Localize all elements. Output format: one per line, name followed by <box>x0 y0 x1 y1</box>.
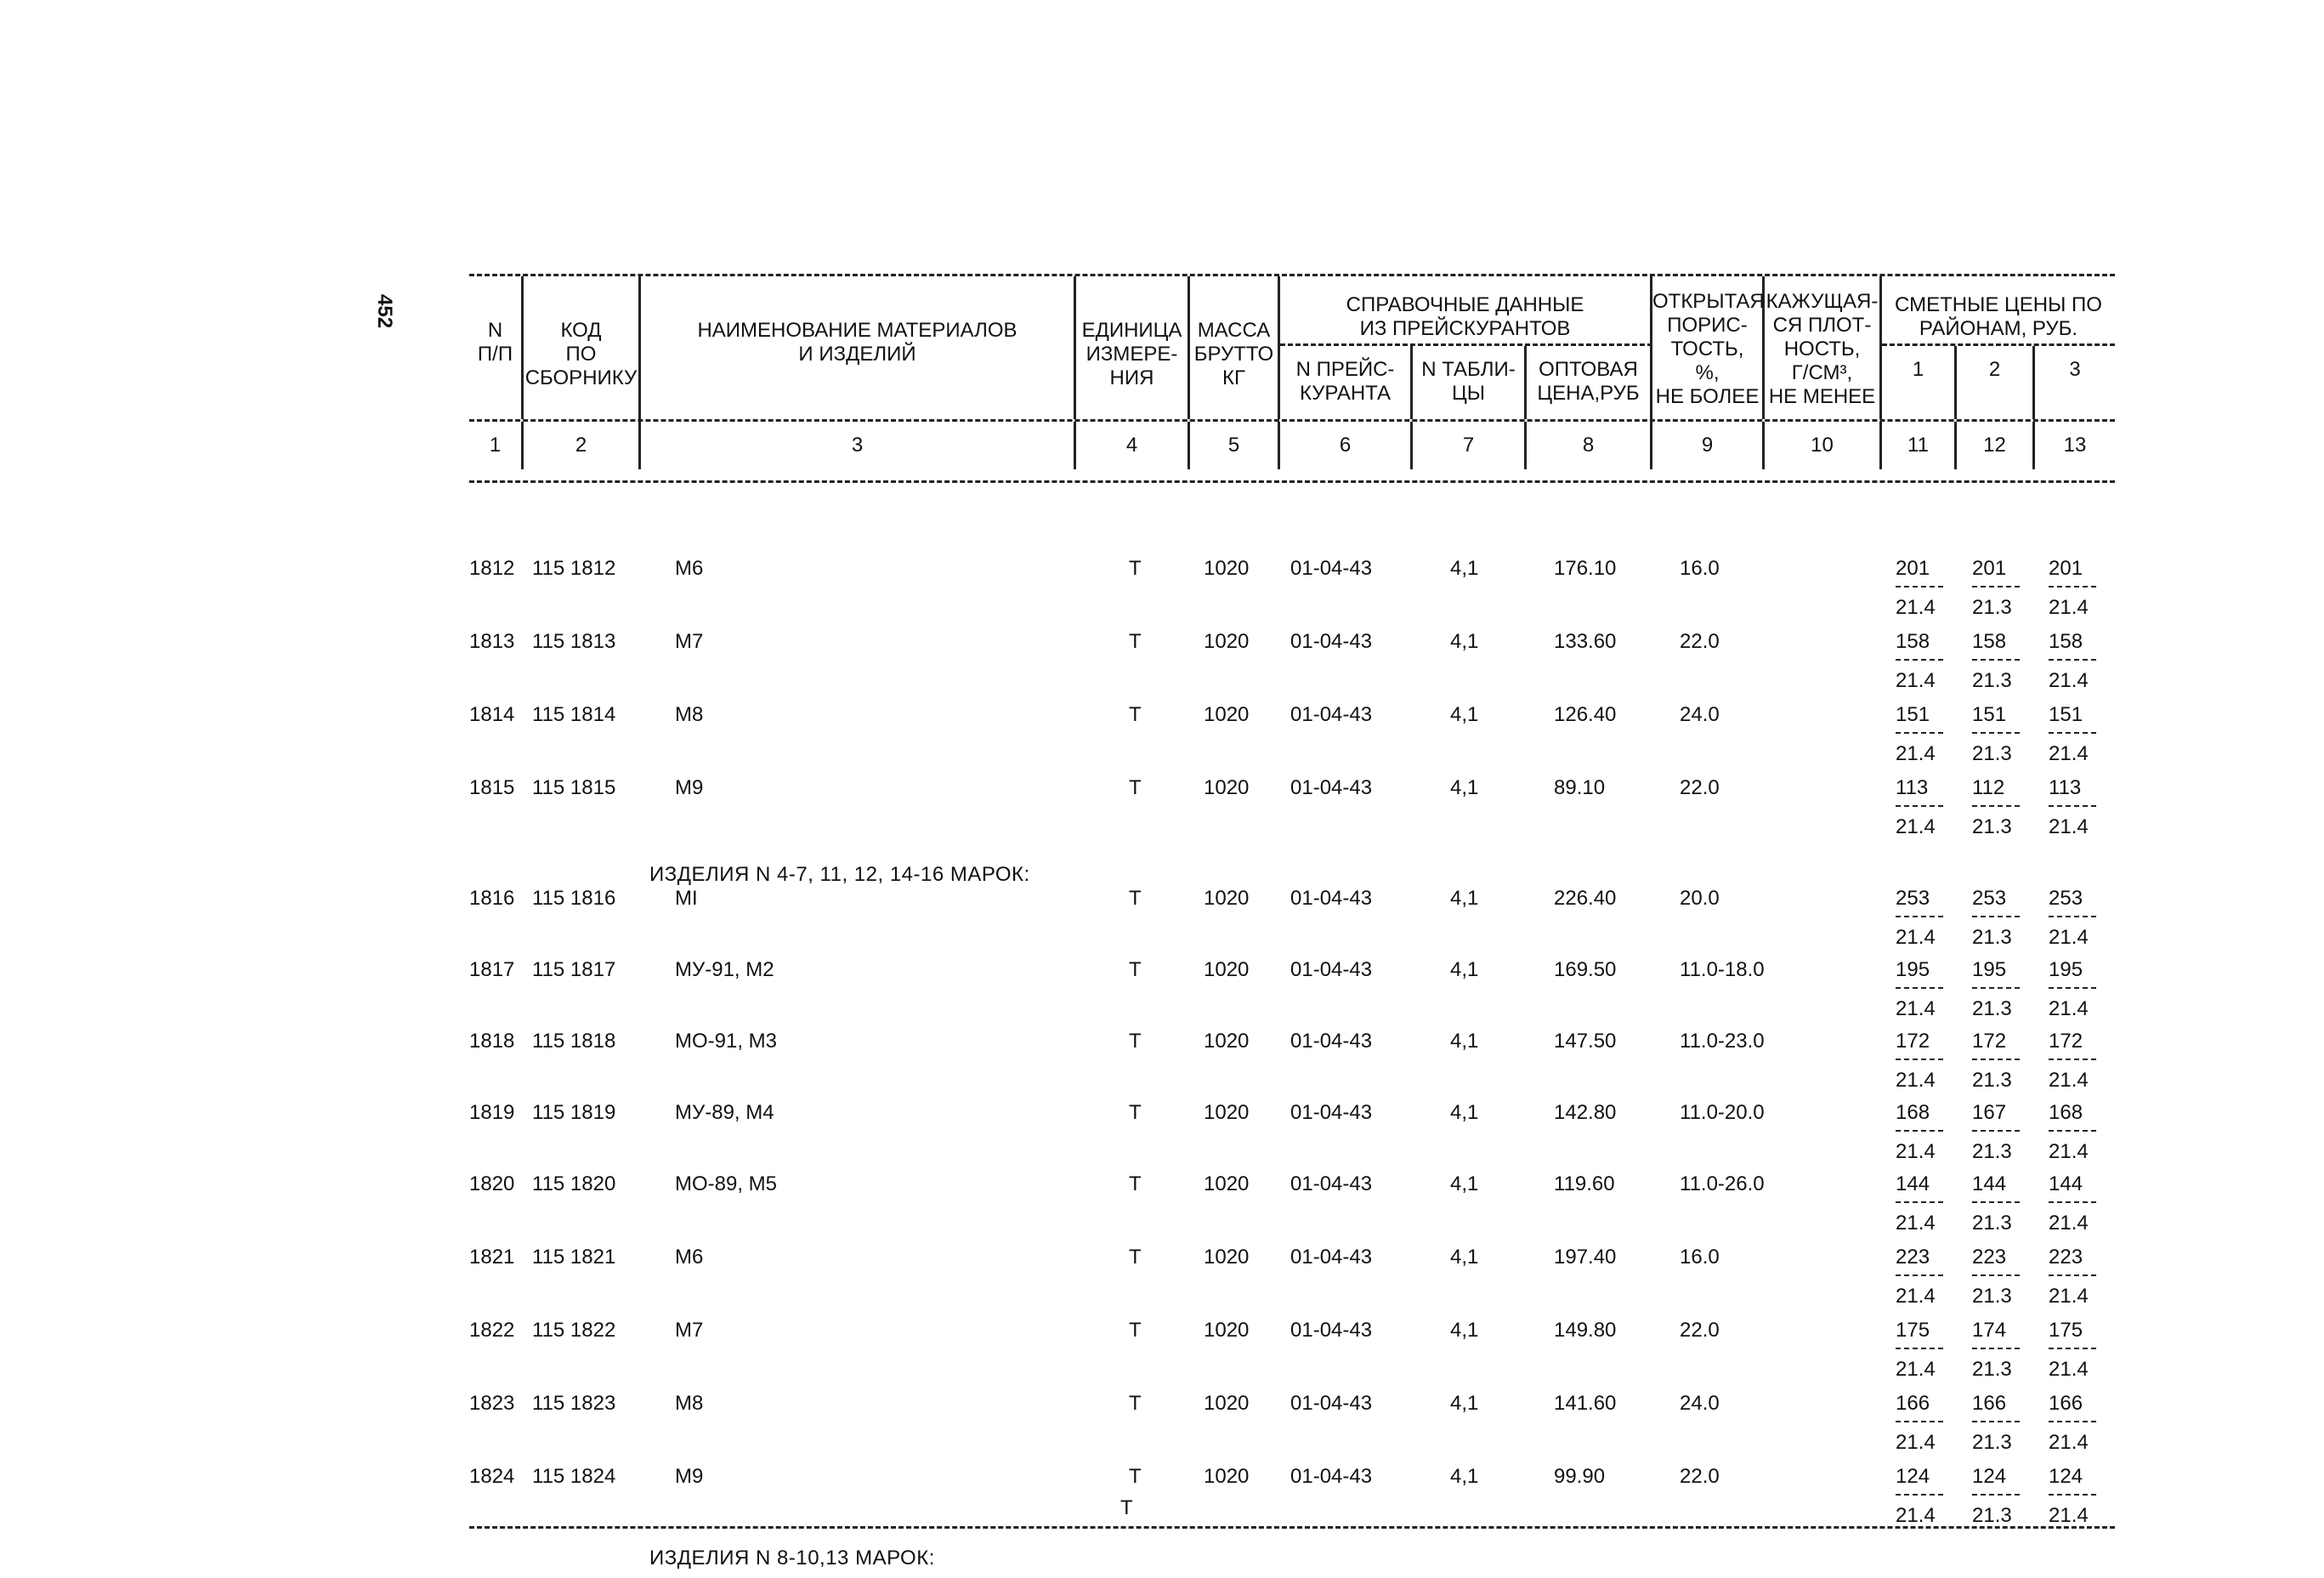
row-table: 4,1 <box>1450 1101 1479 1124</box>
header-col-13: 3 <box>2069 358 2081 381</box>
row-mass: 1020 <box>1204 1101 1250 1124</box>
row-name: МО-91, М3 <box>675 1030 778 1053</box>
row-number: 1818 <box>469 1030 515 1053</box>
row-porosity: 11.0-26.0 <box>1680 1172 1765 1195</box>
header-col-4: ЕДИНИЦА ИЗМЕРЕ- НИЯ <box>1076 276 1190 419</box>
column-number-5: 5 <box>1190 422 1280 469</box>
row-price-list: 01-04-43 <box>1290 703 1373 726</box>
row-wholesale: 133.60 <box>1554 630 1617 653</box>
region-price-3: 195 21.4 <box>2049 958 2096 1021</box>
table-row <box>469 1319 2115 1392</box>
row-number: 1823 <box>469 1392 515 1415</box>
region-price-3: 201 21.4 <box>2049 557 2096 620</box>
row-table: 4,1 <box>1450 1465 1479 1488</box>
header-col-9: ОТКРЫТАЯ ПОРИС- ТОСТЬ, %, НЕ БОЛЕЕ <box>1652 276 1765 419</box>
header-estimated-prices-group: СМЕТНЫЕ ЦЕНЫ ПО РАЙОНАМ, РУБ. <box>1882 276 2115 346</box>
row-name: М8 <box>675 1392 704 1415</box>
row-porosity: 16.0 <box>1680 557 1720 580</box>
row-wholesale: 149.80 <box>1554 1319 1617 1342</box>
row-table: 4,1 <box>1450 630 1479 653</box>
row-table: 4,1 <box>1450 557 1479 580</box>
row-porosity: 22.0 <box>1680 630 1720 653</box>
header-col-8: ОПТОВАЯ ЦЕНА,РУБ <box>1527 346 1652 419</box>
table-row <box>469 1101 2115 1174</box>
row-code: 115 1822 <box>532 1319 616 1342</box>
row-unit: Т <box>1129 1319 1142 1342</box>
row-number: 1820 <box>469 1172 515 1195</box>
row-code: 115 1817 <box>532 958 616 981</box>
table-row <box>469 630 2115 703</box>
header-col-6: N ПРЕЙС- КУРАНТА <box>1280 346 1413 419</box>
row-mass: 1020 <box>1204 776 1250 799</box>
row-mass: 1020 <box>1204 703 1250 726</box>
row-porosity: 22.0 <box>1680 1319 1720 1342</box>
row-table: 4,1 <box>1450 1392 1479 1415</box>
region-price-2: 158 21.3 <box>1972 630 2020 693</box>
column-number-6: 6 <box>1280 422 1413 469</box>
row-price-list: 01-04-43 <box>1290 958 1373 981</box>
column-number-4: 4 <box>1076 422 1190 469</box>
region-price-3: 144 21.4 <box>2049 1172 2096 1235</box>
region-price-1: 172 21.4 <box>1896 1030 1943 1093</box>
table-row <box>469 1246 2115 1319</box>
row-name: М6 <box>675 557 704 580</box>
row-name: М6 <box>675 1246 704 1269</box>
row-mass: 1020 <box>1204 557 1250 580</box>
row-unit: Т <box>1129 1246 1142 1269</box>
row-table: 4,1 <box>1450 1319 1479 1342</box>
row-mass: 1020 <box>1204 1465 1250 1488</box>
row-name: МI <box>675 887 698 910</box>
table-row <box>469 557 2115 630</box>
row-wholesale: 126.40 <box>1554 703 1617 726</box>
row-wholesale: 147.50 <box>1554 1030 1617 1053</box>
group-title-b: ИЗДЕЛИЯ N 8-10,13 МАРОК: <box>649 1547 935 1569</box>
row-code: 115 1814 <box>532 703 616 726</box>
table-row <box>469 887 2115 960</box>
column-number-10: 10 <box>1765 422 1882 469</box>
page-number: 452 <box>373 294 396 329</box>
row-mass: 1020 <box>1204 1172 1250 1195</box>
region-price-2: 144 21.3 <box>1972 1172 2020 1235</box>
table-row <box>469 1172 2115 1246</box>
row-price-list: 01-04-43 <box>1290 1392 1373 1415</box>
region-price-3: 253 21.4 <box>2049 887 2096 950</box>
row-porosity: 16.0 <box>1680 1246 1720 1269</box>
row-mass: 1020 <box>1204 1246 1250 1269</box>
row-table: 4,1 <box>1450 1246 1479 1269</box>
table-row <box>469 1030 2115 1103</box>
row-number: 1812 <box>469 557 515 580</box>
region-price-1: 175 21.4 <box>1896 1319 1943 1382</box>
row-code: 115 1820 <box>532 1172 616 1195</box>
row-price-list: 01-04-43 <box>1290 1101 1373 1124</box>
table-row <box>469 776 2115 849</box>
region-price-1: 124 21.4 <box>1896 1465 1943 1528</box>
row-table: 4,1 <box>1450 958 1479 981</box>
table-row <box>469 703 2115 776</box>
header-col-11: 1 <box>1882 346 1957 419</box>
row-porosity: 11.0-23.0 <box>1680 1030 1765 1053</box>
region-price-2: 253 21.3 <box>1972 887 2020 950</box>
column-number-1: 1 <box>469 422 524 469</box>
region-price-3: 175 21.4 <box>2049 1319 2096 1382</box>
row-wholesale: 89.10 <box>1554 776 1606 799</box>
region-price-3: 151 21.4 <box>2049 703 2096 766</box>
row-table: 4,1 <box>1450 1030 1479 1053</box>
row-name: М7 <box>675 1319 704 1342</box>
row-name: МО-89, М5 <box>675 1172 778 1195</box>
row-code: 115 1824 <box>532 1465 616 1488</box>
header-col-2: КОД ПО СБОРНИКУ <box>524 276 641 419</box>
region-price-2: 112 21.3 <box>1972 776 2020 839</box>
row-wholesale: 169.50 <box>1554 958 1617 981</box>
row-wholesale: 141.60 <box>1554 1392 1617 1415</box>
column-number-row <box>469 419 2115 469</box>
row-unit: Т <box>1129 703 1142 726</box>
header-col-12: 2 <box>1957 346 2035 419</box>
region-price-1: 158 21.4 <box>1896 630 1943 693</box>
row-unit: Т <box>1129 776 1142 799</box>
region-price-2: 124 21.3 <box>1972 1465 2020 1528</box>
column-number-12: 12 <box>1957 422 2035 469</box>
row-mass: 1020 <box>1204 630 1250 653</box>
column-number-11: 11 <box>1882 422 1957 469</box>
header-col-1: N П/П <box>469 276 524 419</box>
region-price-3: 223 21.4 <box>2049 1246 2096 1308</box>
region-price-2: 223 21.3 <box>1972 1246 2020 1308</box>
region-price-3: 172 21.4 <box>2049 1030 2096 1093</box>
row-price-list: 01-04-43 <box>1290 1172 1373 1195</box>
row-unit: Т <box>1129 1030 1142 1053</box>
row-wholesale: 176.10 <box>1554 557 1617 580</box>
region-price-3: 158 21.4 <box>2049 630 2096 693</box>
region-price-3: 168 21.4 <box>2049 1101 2096 1164</box>
region-price-1: 113 21.4 <box>1896 776 1943 839</box>
row-price-list: 01-04-43 <box>1290 887 1373 910</box>
row-price-list: 01-04-43 <box>1290 1319 1373 1342</box>
row-unit: Т <box>1129 1392 1142 1415</box>
column-number-8: 8 <box>1527 422 1652 469</box>
region-price-2: 195 21.3 <box>1972 958 2020 1021</box>
row-name: М7 <box>675 630 704 653</box>
row-mass: 1020 <box>1204 958 1250 981</box>
row-name: М9 <box>675 1465 704 1488</box>
row-code: 115 1823 <box>532 1392 616 1415</box>
row-porosity: 11.0-18.0 <box>1680 958 1765 981</box>
row-wholesale: 142.80 <box>1554 1101 1617 1124</box>
table-header <box>469 276 2115 483</box>
row-number: 1819 <box>469 1101 515 1124</box>
row-number: 1821 <box>469 1246 515 1269</box>
region-price-1: 223 21.4 <box>1896 1246 1943 1308</box>
row-number: 1824 <box>469 1465 515 1488</box>
region-price-3: 166 21.4 <box>2049 1392 2096 1455</box>
region-price-2: 151 21.3 <box>1972 703 2020 766</box>
table-row <box>469 1465 2115 1538</box>
row-code: 115 1815 <box>532 776 616 799</box>
row-price-list: 01-04-43 <box>1290 557 1373 580</box>
row-unit: Т <box>1129 1101 1142 1124</box>
row-code: 115 1818 <box>532 1030 616 1053</box>
row-unit: Т <box>1129 887 1142 910</box>
row-wholesale: 197.40 <box>1554 1246 1617 1269</box>
row-price-list: 01-04-43 <box>1290 630 1373 653</box>
header-col-10: КАЖУЩАЯ- СЯ ПЛОТ- НОСТЬ, Г/СМ³, НЕ МЕНЕЕ <box>1765 276 1882 419</box>
group-b-unit: Т <box>1120 1496 1133 1519</box>
row-porosity: 20.0 <box>1680 887 1720 910</box>
row-name: МУ-91, М2 <box>675 958 774 981</box>
row-unit: Т <box>1129 630 1142 653</box>
row-unit: Т <box>1129 557 1142 580</box>
row-code: 115 1812 <box>532 557 616 580</box>
row-price-list: 01-04-43 <box>1290 1465 1373 1488</box>
region-price-1: 201 21.4 <box>1896 557 1943 620</box>
row-porosity: 22.0 <box>1680 776 1720 799</box>
row-wholesale: 226.40 <box>1554 887 1617 910</box>
column-number-13: 13 <box>2063 434 2087 457</box>
column-number-7: 7 <box>1413 422 1527 469</box>
header-col-3: НАИМЕНОВАНИЕ МАТЕРИАЛОВ И ИЗДЕЛИЙ <box>641 276 1076 419</box>
row-table: 4,1 <box>1450 776 1479 799</box>
region-price-1: 151 21.4 <box>1896 703 1943 766</box>
price-table <box>469 274 2115 1569</box>
row-wholesale: 119.60 <box>1554 1172 1615 1195</box>
row-number: 1815 <box>469 776 515 799</box>
row-number: 1814 <box>469 703 515 726</box>
region-price-1: 195 21.4 <box>1896 958 1943 1021</box>
region-price-2: 174 21.3 <box>1972 1319 2020 1382</box>
row-mass: 1020 <box>1204 887 1250 910</box>
row-name: МУ-89, М4 <box>675 1101 774 1124</box>
table-row <box>469 958 2115 1031</box>
header-col-7: N ТАБЛИ- ЦЫ <box>1413 346 1527 419</box>
row-code: 115 1821 <box>532 1246 616 1269</box>
row-price-list: 01-04-43 <box>1290 776 1373 799</box>
region-price-2: 201 21.3 <box>1972 557 2020 620</box>
row-mass: 1020 <box>1204 1319 1250 1342</box>
row-name: М9 <box>675 776 704 799</box>
header-col-5: МАССА БРУТТО КГ <box>1190 276 1280 419</box>
column-number-2: 2 <box>524 422 641 469</box>
row-unit: Т <box>1129 1172 1142 1195</box>
region-price-3: 124 21.4 <box>2049 1465 2096 1528</box>
region-price-1: 144 21.4 <box>1896 1172 1943 1235</box>
row-price-list: 01-04-43 <box>1290 1030 1373 1053</box>
row-porosity: 11.0-20.0 <box>1680 1101 1765 1124</box>
table-row <box>469 1392 2115 1465</box>
row-wholesale: 99.90 <box>1554 1465 1606 1488</box>
region-price-1: 253 21.4 <box>1896 887 1943 950</box>
row-code: 115 1816 <box>532 887 616 910</box>
region-price-2: 166 21.3 <box>1972 1392 2020 1455</box>
group-title-a: ИЗДЕЛИЯ N 4-7, 11, 12, 14-16 МАРОК: <box>649 863 1030 886</box>
column-number-9: 9 <box>1652 422 1765 469</box>
row-number: 1813 <box>469 630 515 653</box>
row-table: 4,1 <box>1450 887 1479 910</box>
header-price-ref-group: СПРАВОЧНЫЕ ДАННЫЕ ИЗ ПРЕЙСКУРАНТОВ <box>1280 276 1652 346</box>
row-mass: 1020 <box>1204 1030 1250 1053</box>
row-code: 115 1819 <box>532 1101 616 1124</box>
row-mass: 1020 <box>1204 1392 1250 1415</box>
row-unit: Т <box>1129 958 1142 981</box>
row-porosity: 24.0 <box>1680 703 1720 726</box>
row-unit: Т <box>1129 1465 1142 1488</box>
row-table: 4,1 <box>1450 703 1479 726</box>
row-number: 1816 <box>469 887 515 910</box>
row-porosity: 22.0 <box>1680 1465 1720 1488</box>
row-number: 1817 <box>469 958 515 981</box>
region-price-2: 172 21.3 <box>1972 1030 2020 1093</box>
row-table: 4,1 <box>1450 1172 1479 1195</box>
row-name: М8 <box>675 703 704 726</box>
row-code: 115 1813 <box>532 630 616 653</box>
row-porosity: 24.0 <box>1680 1392 1720 1415</box>
region-price-2: 167 21.3 <box>1972 1101 2020 1164</box>
row-price-list: 01-04-43 <box>1290 1246 1373 1269</box>
region-price-1: 166 21.4 <box>1896 1392 1943 1455</box>
row-number: 1822 <box>469 1319 515 1342</box>
region-price-3: 113 21.4 <box>2049 776 2096 839</box>
region-price-1: 168 21.4 <box>1896 1101 1943 1164</box>
column-number-3: 3 <box>641 422 1076 469</box>
